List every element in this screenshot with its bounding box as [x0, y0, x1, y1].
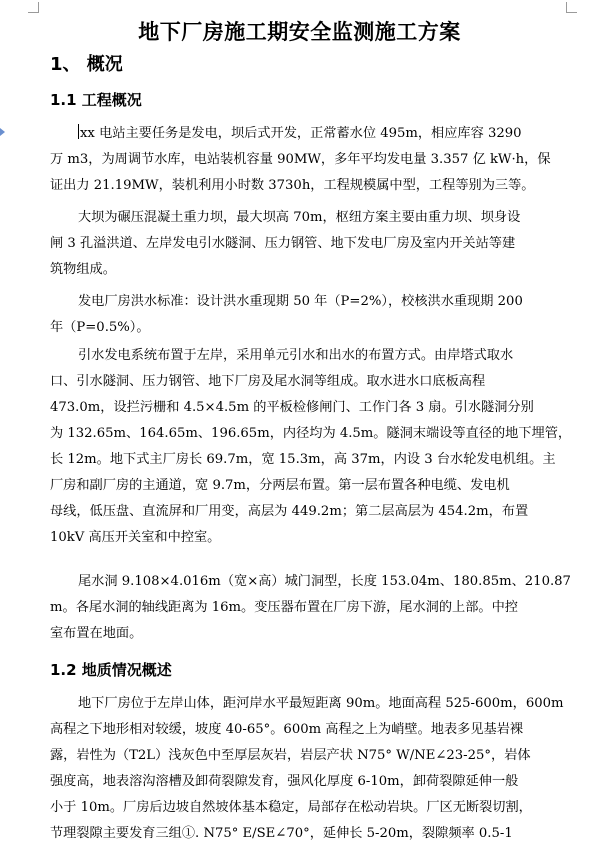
paragraph-6[interactable] — [50, 691, 564, 847]
paragraph-line: 厂房和副厂房的主通道，宽 9.7m，分两层布置。第一层布置各种电缆、发电机 — [50, 478, 510, 493]
paragraph-line: 强度高，地表溶沟溶槽及卸荷裂隙发育，强风化厚度 6-10m，卸荷裂隙延伸一般 — [50, 774, 519, 789]
paragraph-line: 口、引水隧洞、压力钢管、地下厂房及尾水洞等组成。取水进水口底板高程 — [50, 374, 486, 389]
paragraph-line: 高程之下地形相对较缓，坡度 40-65°。600m 高程之上为峭壁。地表多见基岩裸 — [50, 722, 524, 737]
paragraph-line: 发电厂房洪水标准：设计洪水重现期 50 年（P=2%），校核洪水重现期 200 — [78, 294, 523, 309]
paragraph-line: 长 12m。地下式主厂房长 69.7m，宽 15.3m，高 37m，内设 3 台水轮发电机组。主 — [50, 452, 556, 467]
text-cursor — [78, 124, 79, 139]
paragraph-5[interactable] — [50, 569, 571, 647]
paragraph-line: 为 132.65m、164.65m、196.65m，内径均为 4.5m。隧洞末端设等直径的地下埋管， — [50, 426, 572, 441]
paragraph-line: 闸 3 孔溢洪道、左岸发电引水隧洞、压力钢管、地下发电厂房及室内开关站等建 — [50, 236, 516, 251]
section-heading-overview: 1、 概况 — [50, 54, 123, 75]
paragraph-line: m。各尾水洞的轴线距离为 16m。变压器布置在厂房下游，尾水洞的上部。中控 — [50, 600, 518, 615]
paragraph-line: 地下厂房位于左岸山体，距河岸水平最短距离 90m。地面高程 525-600m，600m — [78, 696, 564, 711]
paragraph-line: 尾水洞 9.108×4.016m（宽×高）城门洞型，长度 153.04m、180.85m、210.87 — [78, 574, 571, 589]
section-heading-project-overview: 1.1 工程概况 — [50, 91, 142, 109]
paragraph-line: 露，岩性为（T2L）浅灰色中至厚层灰岩，岩层产状 N75° W/NE∠23-25°，岩体 — [50, 748, 531, 763]
paragraph-line: xx 电站主要任务是发电，坝后式开发，正常蓄水位 495m，相应库容 3290 — [80, 126, 522, 141]
paragraph-2[interactable] — [50, 205, 553, 283]
paragraph-line: 473.0m，设拦污栅和 4.5×4.5m 的平板检修闸门、工作门各 3 扇。引水隧洞分别 — [50, 400, 534, 415]
paragraph-line: 10kV 高压开关室和中控室。 — [50, 530, 221, 545]
paragraph-4[interactable] — [50, 343, 572, 551]
paragraph-line: 筑物组成。 — [50, 262, 116, 277]
paragraph-1[interactable] — [50, 121, 553, 199]
document-title: 地下厂房施工期安全监测施工方案 — [138, 20, 461, 44]
paragraph-line: 母线，低压盘、直流屏和厂用变，高层为 449.2m；第二层高层为 454.2m，布置 — [50, 504, 529, 519]
paragraph-3[interactable] — [50, 289, 553, 341]
paragraph-line: 万 m3，为周调节水库，电站装机容量 90MW，多年平均发电量 3.357 亿 kW·h，保 — [50, 152, 551, 167]
page-corner-mark-left — [28, 2, 39, 13]
paragraph-line: 小于 10m。厂房后边坡自然坡体基本稳定，局部存在松动岩块。厂区无断裂切割， — [50, 800, 532, 815]
paragraph-line: 证出力 21.19MW，装机利用小时数 3730h，工程规模属中型，工程等别为三等。 — [50, 178, 535, 193]
paragraph-line: 引水发电系统布置于左岸，采用单元引水和出水的布置方式。由岸塔式取水 — [78, 348, 514, 363]
margin-marker-icon — [0, 128, 5, 136]
section-heading-geology: 1.2 地质情况概述 — [50, 661, 172, 679]
paragraph-line: 大坝为碾压混凝土重力坝，最大坝高 70m，枢纽方案主要由重力坝、坝身设 — [78, 210, 521, 225]
paragraph-line: 室布置在地面。 — [50, 626, 143, 641]
paragraph-line: 节理裂隙主要发育三组①. N75° E/SE∠70°，延伸长 5-20m，裂隙频率 0.5-1 — [50, 826, 513, 841]
page-corner-mark-right — [566, 2, 577, 13]
paragraph-line: 年（P=0.5%）。 — [50, 320, 150, 335]
